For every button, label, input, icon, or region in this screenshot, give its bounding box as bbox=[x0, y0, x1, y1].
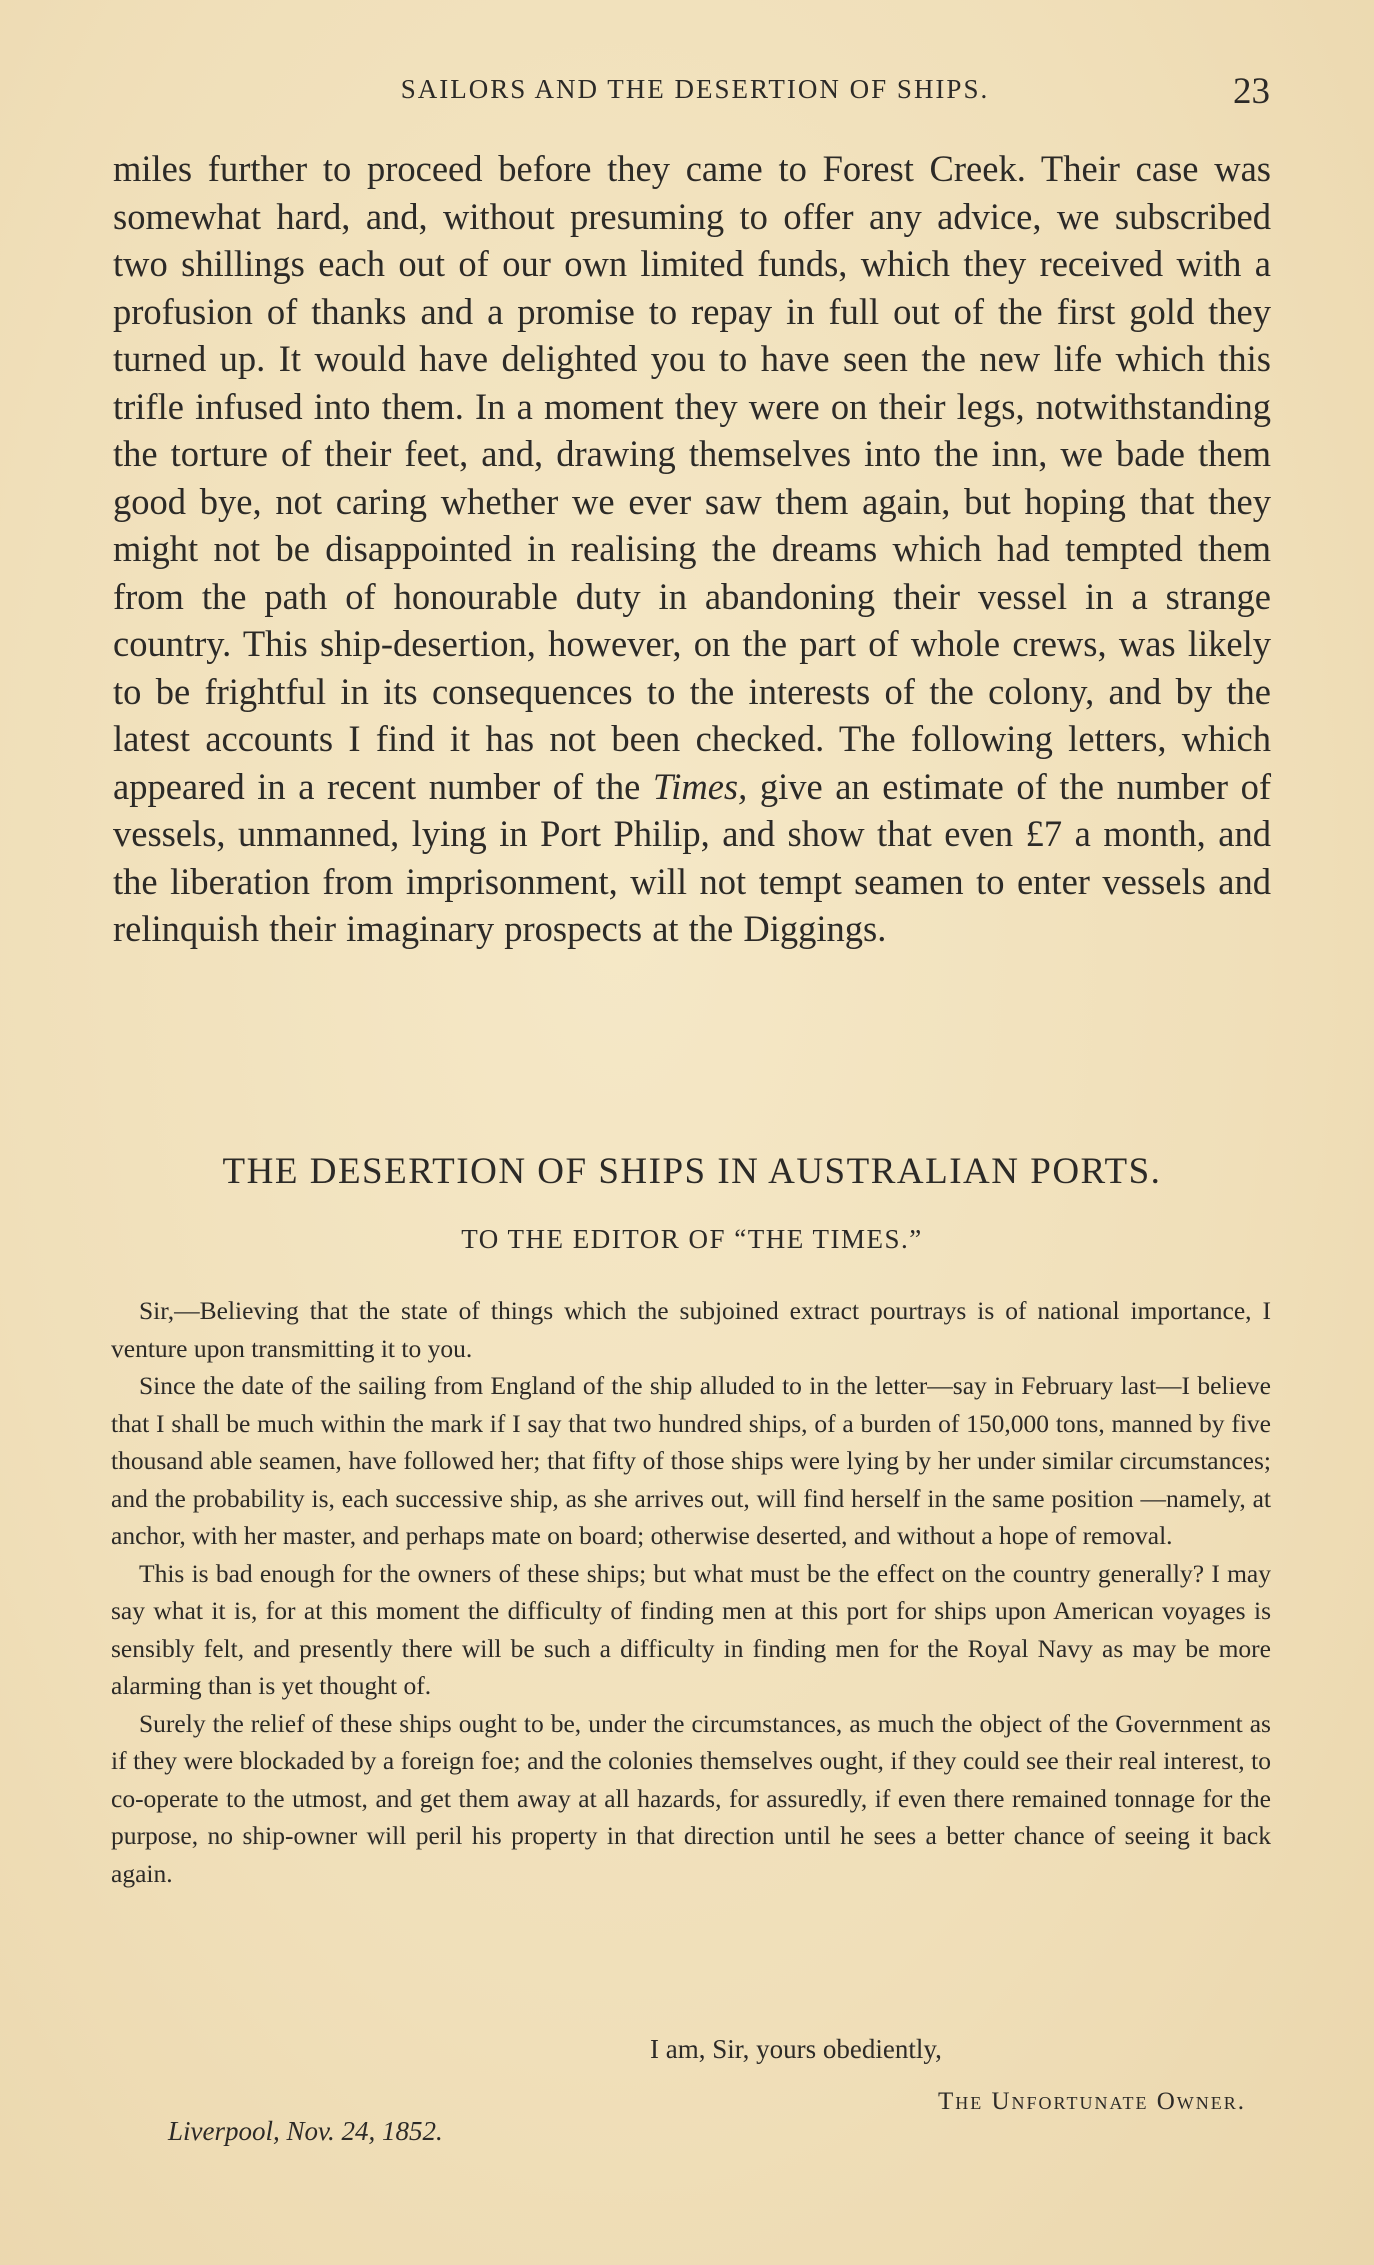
letter-paragraph: Since the date of the sailing from England of the ship alluded to in the letter—say in February last—I believe that I shall be much within the mark if I say that two hundred ships, of a burden of 150,000 tons, manned by five thousand able seamen, have followed her; that fifty of those ships were lying by her under similar circumstances; and the probability is, each successive ship, as she arrives out, will find herself in the same position —namely, at anchor, with her master, and perhaps mate on board; otherwise deserted, and without a hope of removal. bbox=[111, 1371, 1271, 1550]
section-title: THE DESERTION OF SHIPS IN AUSTRALIAN PORTS. bbox=[222, 1151, 1162, 1192]
section-subtitle: TO THE EDITOR OF “THE TIMES.” bbox=[461, 1224, 923, 1254]
letter-signature: The Unfortunate Owner. bbox=[937, 2088, 1246, 2115]
page-number: 23 bbox=[1233, 71, 1270, 112]
running-head: SAILORS AND THE DESERTION OF SHIPS. bbox=[400, 74, 990, 104]
letter-paragraph: This is bad enough for the owners of these ships; but what must be the effect on the country generally? I may say what it is, for at this moment the difficulty of finding men at this port for ships upon American voyages is sensibly felt, and presently there will be such a difficulty in finding men for the Royal Navy as may be more alarming than is yet thought of. bbox=[111, 1558, 1271, 1700]
letter-body bbox=[111, 1292, 1271, 1892]
letter-paragraph: Sir,—Believing that the state of things which the subjoined extract pourtrays is of national importance, I venture upon transmitting it to you. bbox=[111, 1296, 1271, 1363]
main-paragraph bbox=[113, 145, 1271, 953]
letter-closing: I am, Sir, yours obediently, bbox=[650, 2034, 942, 2064]
letter-dateline: Liverpool, Nov. 24, 1852. bbox=[168, 2116, 443, 2146]
main-text-part-1: miles further to proceed before they came to Forest Creek. Their case was somewhat hard, and, without presuming to offer any advice, we subscribed two shillings each out of our own limited funds, which they received with a profusion of thanks and a promise to repay in full out of the first gold they turned up. It would have delighted you to have seen the new life which this trifle infused into them. In a moment they were on their legs, notwithstanding the torture of their feet, and, drawing themselves into the inn, we bade them good bye, not caring whether we ever saw them again, but hoping that they might not be disappointed in realising the dreams which had tempted them from the path of honourable duty in abandoning their vessel in a strange country. This ship-desertion, however, on the part of whole crews, was likely to be frightful in its consequences to the interests of the colony, and by the latest accounts I find it has not been checked. The following letters, which appeared in a recent number of the bbox=[113, 148, 1271, 807]
letter-paragraph: Surely the relief of these ships ought to be, under the circumstances, as much the object of the Government as if they were blockaded by a foreign foe; and the colonies themselves ought, if they could see their real interest, to co-operate to the utmost, and get them away at all hazards, for assuredly, if even there remained tonnage for the purpose, no ship-owner will peril his property in that direction until he sees a better chance of seeing it back again. bbox=[111, 1708, 1271, 1888]
times-italic: Times, bbox=[652, 765, 748, 807]
main-text-part-2: give an estimate of the number of vessels, unmanned, lying in Port Philip, and show that even £7 a month, and the liberation from imprisonment, will not tempt seamen to enter vessels and relinquish their imaginary prospects at the Diggings. bbox=[113, 765, 1272, 949]
